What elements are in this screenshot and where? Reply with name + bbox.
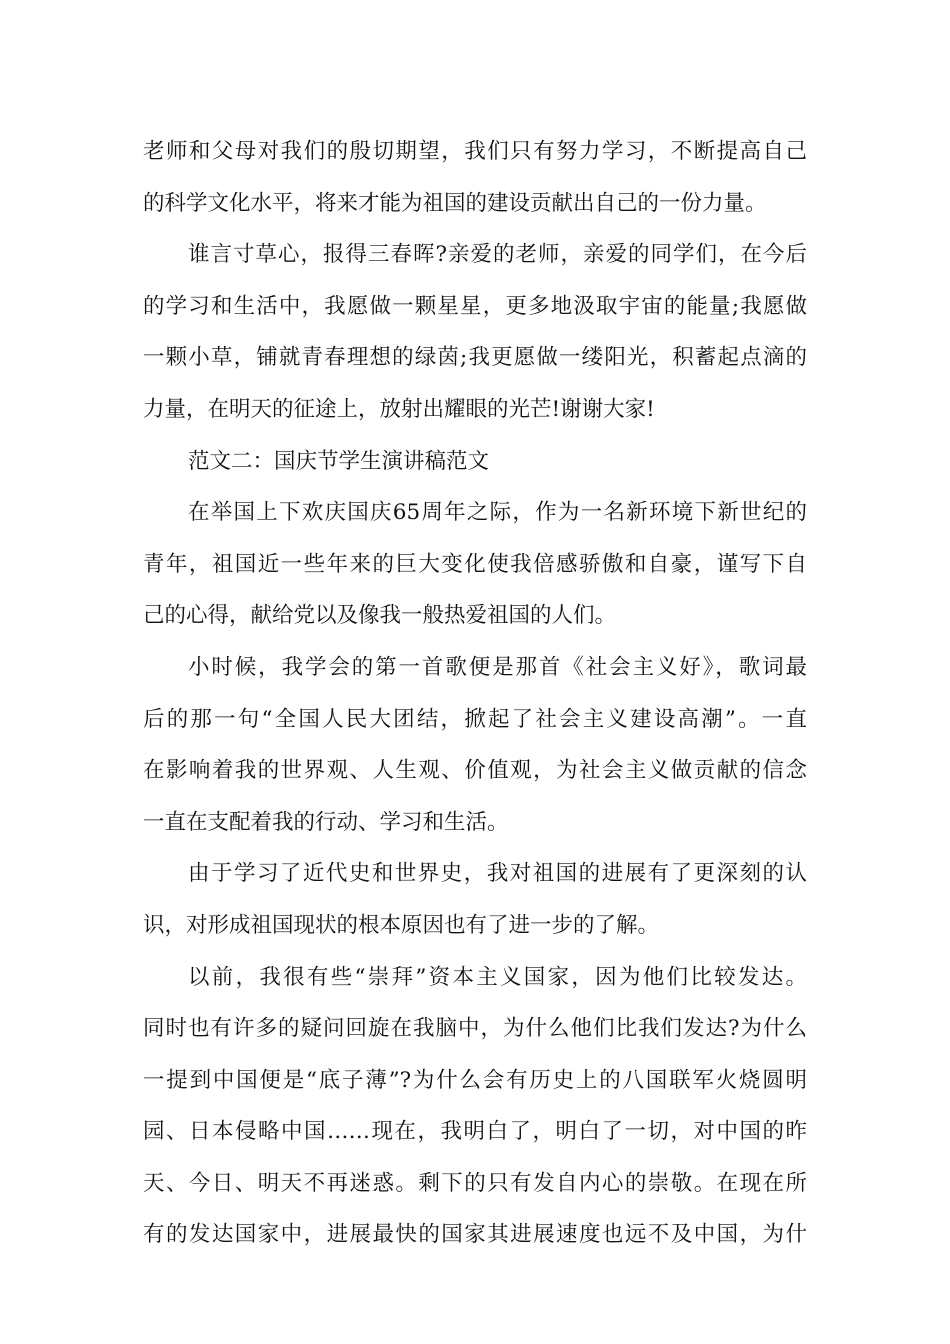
text-line: 力量，在明天的征途上，放射出耀眼的光芒!谢谢大家! <box>143 396 655 422</box>
text-line: 后的那一句“全国人民大团结，掀起了社会主义建设高潮”。一直 <box>143 706 807 732</box>
text-line: 园、日本侵略中国……现在，我明白了，明白了一切，对中国的昨 <box>143 1119 807 1145</box>
paragraph-first-line: 由于学习了近代史和世界史，我对祖国的进展有了更深刻的认 <box>188 861 807 887</box>
text-line: 老师和父母对我们的殷切期望，我们只有努力学习，不断提高自己 <box>143 139 807 164</box>
text-line: 在影响着我的世界观、人生观、价值观，为社会主义做贡献的信念 <box>143 758 807 784</box>
text-line: 的学习和生活中，我愿做一颗星星，更多地汲取宇宙的能量;我愿做 <box>143 293 807 319</box>
text-line: 青年，祖国近一些年来的巨大变化使我倍感骄傲和自豪，谨写下自 <box>143 551 807 577</box>
text-line: 一直在支配着我的行动、学习和生活。 <box>143 809 509 835</box>
paragraph-first-line: 小时候，我学会的第一首歌便是那首《社会主义好》，歌词最 <box>188 654 807 680</box>
document-body <box>143 126 807 1261</box>
text-line: 一颗小草，铺就青春理想的绿茵;我更愿做一缕阳光，积蓄起点滴的 <box>143 345 807 371</box>
text-line: 同时也有许多的疑问回旋在我脑中，为什么他们比我们发达?为什么 <box>143 1016 807 1042</box>
text-line: 己的心得，献给党以及像我一般热爱祖国的人们。 <box>143 603 617 629</box>
text-line: 识，对形成祖国现状的根本原因也有了进一步的了解。 <box>143 912 660 938</box>
text-line: 一提到中国便是“底子薄”?为什么会有历史上的八国联军火烧圆明 <box>143 1067 807 1093</box>
text-line: 的科学文化水平，将来才能为祖国的建设贡献出自己的一份力量。 <box>143 190 767 216</box>
paragraph-first-line: 在举国上下欢庆国庆65周年之际，作为一名新环境下新世纪的 <box>188 500 807 526</box>
paragraph-first-line: 以前，我很有些“崇拜”资本主义国家，因为他们比较发达。 <box>188 964 807 990</box>
section-heading: 范文二：国庆节学生演讲稿范文 <box>188 448 490 474</box>
text-line: 天、今日、明天不再迷惑。剩下的只有发自内心的崇敬。在现在所 <box>143 1170 807 1196</box>
text-line: 有的发达国家中，进展最快的国家其进展速度也远不及中国，为什 <box>143 1222 807 1248</box>
paragraph-first-line: 谁言寸草心，报得三春晖?亲爱的老师，亲爱的同学们，在今后 <box>188 242 807 268</box>
